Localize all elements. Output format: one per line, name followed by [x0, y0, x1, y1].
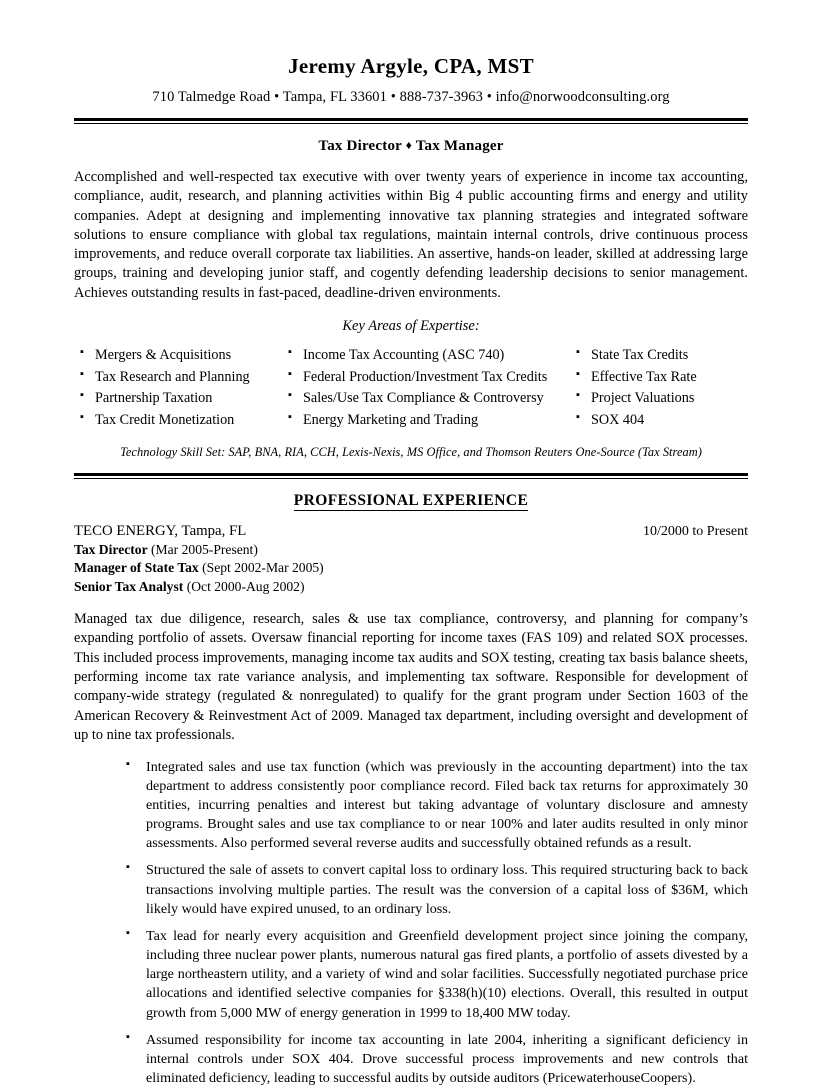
job-role-period: (Oct 2000-Aug 2002) [186, 578, 305, 594]
title-left: Tax Director [318, 138, 402, 154]
list-item: ▪ Partnership Taxation [78, 388, 286, 410]
list-item: ▪ Energy Marketing and Trading [286, 410, 574, 432]
list-item: ▪ Income Tax Accounting (ASC 740) [286, 345, 574, 367]
job-company: TECO ENERGY, Tampa, FL [74, 523, 247, 540]
summary-paragraph: Accomplished and well-respected tax executive with over twenty years of experience in income tax accounting, compliance, audit, research, and planning activities within Big 4 public accounting firms and energy and utility companies. Adept at designing and implementing innovative tax planning strategies and integrated software solutions to ensure compliance with global tax regulations, maintain internal controls, drive continuous process improvements, and reduce overall corporate tax liabilities. An assertive, hands-on leader, skilled at addressing large groups, training and developing junior staff, and cogently defending leadership decisions to senior management. Achieves outstanding results in fast-paced, deadline-driven environments. [74, 169, 748, 301]
key-areas-columns [74, 345, 748, 431]
list-item: ▪ Federal Production/Investment Tax Credits [286, 367, 574, 389]
job-title-line [74, 138, 748, 155]
divider-top-thick [74, 118, 748, 121]
job-role [74, 578, 748, 596]
title-right: Tax Manager [415, 138, 504, 154]
section-heading-text: PROFESSIONAL EXPERIENCE [293, 492, 529, 510]
key-areas-heading: Key Areas of Expertise: [342, 318, 480, 335]
job-role-period: (Mar 2005-Present) [151, 542, 258, 558]
list-item: ▪ Mergers & Acquisitions [78, 345, 286, 367]
list-item: ▪ State Tax Credits [574, 345, 744, 367]
list-item: ▪ Tax lead for nearly every acquisition and Greenfield development project since joining the company, including three nuclear power plants, numerous natural gas fired plants, a portfolio of assets divested by a large northeastern utility, and a variety of wind and solar facilities. Successfully negotiated purchase price allocations and identified selective companies for §338(h)(10) elections. Overall, this resulted in output growth from 5,000 MW of energy generation in 1999 to 18,400 MW today. [126, 927, 748, 1023]
list-item: ▪ SOX 404 [574, 410, 744, 432]
skills-column-2 [286, 345, 574, 431]
contact-line: 710 Talmedge Road • Tampa, FL 33601 • 888-737-3963 • info@norwoodconsulting.org [152, 89, 670, 105]
list-item: ▪ Tax Research and Planning [78, 367, 286, 389]
job-role-title: Manager of State Tax [74, 560, 199, 576]
job-achievements [74, 758, 748, 1088]
job-dates: 10/2000 to Present [643, 524, 748, 540]
diamond-icon: ♦ [405, 138, 413, 152]
skills-column-1 [78, 345, 286, 431]
job-role-period: (Sept 2002-Mar 2005) [202, 560, 324, 576]
list-item: ▪ Integrated sales and use tax function (which was previously in the accounting department) into the tax department to address consistently poor compliance record. Filed back tax returns for approximately 30 entities, incurring penalties and interest but taking advantage of voluntary disclosure and amnesty programs. Brought sales and use tax compliance to or near 100% and later audits resulted in only minor assessments. Also performed several reverse audits and successfully obtained refunds as a result. [126, 758, 748, 854]
page-title: Jeremy Argyle, CPA, MST [288, 54, 534, 78]
job-role [74, 559, 748, 577]
section-heading-experience [74, 492, 748, 510]
divider-top-thin [74, 123, 748, 124]
job-role-title: Tax Director [74, 542, 148, 558]
job-header [74, 523, 748, 540]
divider-mid-thick [74, 473, 748, 476]
job-role-title: Senior Tax Analyst [74, 578, 184, 594]
list-item: ▪ Assumed responsibility for income tax accounting in late 2004, inheriting a significant deficiency in internal controls under SOX 404. Drove successful process improvements and new controls that eliminated deficiency, leading to successful audits by outside auditors (PricewaterhouseCoopers). [126, 1031, 748, 1088]
skills-column-3 [574, 345, 744, 431]
list-item: ▪ Tax Credit Monetization [78, 410, 286, 432]
list-item: ▪ Structured the sale of assets to convert capital loss to ordinary loss. This required structuring back to back transactions involving multiple parties. The result was the conversion of a capital loss of $36M, which likely would have expired unused, to an ordinary loss. [126, 861, 748, 918]
job-role [74, 541, 748, 559]
list-item: ▪ Project Valuations [574, 388, 744, 410]
list-item: ▪ Effective Tax Rate [574, 367, 744, 389]
divider-mid-thin [74, 478, 748, 479]
list-item: ▪ Sales/Use Tax Compliance & Controversy [286, 388, 574, 410]
job-description: Managed tax due diligence, research, sales & use tax compliance, controversy, and planning for company’s expanding portfolio of assets. Oversaw financial reporting for income taxes (FAS 109) and related SOX processes. This included process improvements, managing income tax audits and SOX testing, creating tax basis balance sheets, performing income tax rate variance analysis, and implementing tax software. Responsible for development of company-wide strategy (regulated & nonregulated) to qualify for the grant program under Section 1603 of the American Recovery & Reinvestment Act of 2009. Managed tax department, including oversight and development of up to nine tax professionals. [74, 610, 748, 744]
technology-skill-set: Technology Skill Set: SAP, BNA, RIA, CCH, Lexis-Nexis, MS Office, and Thomson Reuters One-Source (Tax Stream) [120, 445, 702, 460]
job-roles [74, 541, 748, 595]
